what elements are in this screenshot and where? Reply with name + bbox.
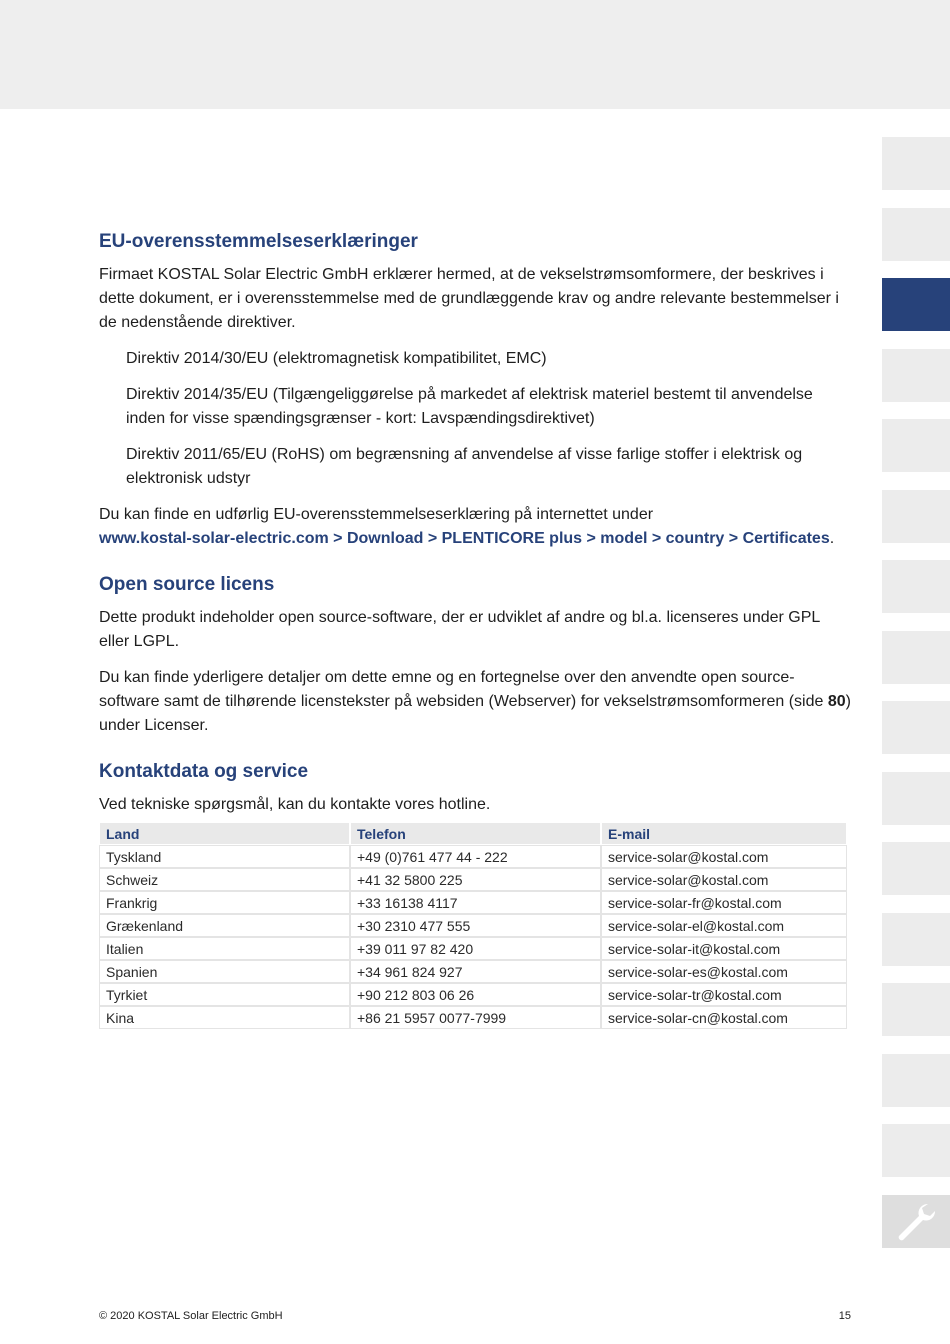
- certificates-link[interactable]: www.kostal-solar-electric.com > Download > PLENTICORE plus > model > country > Certificates: [99, 530, 830, 547]
- email-cell: service-solar-es@kostal.com: [602, 961, 846, 982]
- eu-declaration-heading: EU-overensstemmelseserklæringer: [99, 231, 418, 252]
- table-row: [100, 846, 846, 867]
- chapter-tab[interactable]: [882, 772, 950, 825]
- phone-cell: +34 961 824 927: [351, 961, 600, 982]
- contact-intro: Ved tekniske spørgsmål, kan du kontakte vores hotline.: [99, 796, 491, 813]
- chapter-tab[interactable]: [882, 208, 950, 261]
- table-row: [100, 961, 846, 982]
- eu-declaration-section: [99, 228, 851, 551]
- column-header-email: E-mail: [602, 823, 846, 844]
- phone-cell: +49 (0)761 477 44 - 222: [351, 846, 600, 867]
- table-row: [100, 892, 846, 913]
- phone-cell: +41 32 5800 225: [351, 869, 600, 890]
- eu-intro-text: Firmaet KOSTAL Solar Electric GmbH erklærer hermed, at de vekselstrømsomformere, der beskrives i dette dokument, er i overensstemmelse med de grundlæggende krav og andre relevante bestemmelser i de nedenstående direktiver.: [99, 266, 839, 331]
- eu-link-end: .: [829, 530, 835, 547]
- column-header-phone: Telefon: [351, 823, 600, 844]
- open-source-details: [99, 666, 851, 738]
- table-row: [100, 1007, 846, 1028]
- contact-section: [99, 758, 851, 1030]
- directive-item: Direktiv 2014/30/EU (elektromagnetisk kompatibilitet, EMC): [126, 350, 547, 367]
- table-row: [100, 938, 846, 959]
- chapter-tab[interactable]: [882, 419, 950, 472]
- email-cell: service-solar-tr@kostal.com: [602, 984, 846, 1005]
- page-reference: 80: [827, 693, 846, 710]
- email-cell: service-solar-el@kostal.com: [602, 915, 846, 936]
- directive-item: Direktiv 2011/65/EU (RoHS) om begrænsning af anvendelse af visse farlige stoffer i elektrisk og elektronisk udstyr: [126, 446, 803, 487]
- chapter-tab[interactable]: [882, 1054, 950, 1107]
- chapter-tab-service[interactable]: [882, 1195, 950, 1248]
- chapter-tab[interactable]: [882, 983, 950, 1036]
- contact-heading: Kontaktdata og service: [99, 761, 309, 782]
- chapter-tab[interactable]: [882, 701, 950, 754]
- table-row: [100, 915, 846, 936]
- header-band: [0, 0, 950, 109]
- email-cell: service-solar-cn@kostal.com: [602, 1007, 846, 1028]
- open-source-text: Dette produkt indeholder open source-software, der er udviklet af andre og bl.a. licenseres under GPL eller LGPL.: [99, 609, 820, 650]
- table-row: [100, 984, 846, 1005]
- wrench-icon: [894, 1200, 938, 1244]
- country-cell: Grækenland: [100, 915, 349, 936]
- chapter-tab[interactable]: [882, 560, 950, 613]
- country-cell: Italien: [100, 938, 349, 959]
- email-cell: service-solar@kostal.com: [602, 869, 846, 890]
- phone-cell: +33 16138 4117: [351, 892, 600, 913]
- open-source-section: [99, 571, 851, 738]
- eu-link-intro: Du kan finde en udførlig EU-overensstemmelseserklæring på internettet under: [99, 506, 654, 523]
- chapter-tab[interactable]: [882, 490, 950, 543]
- open-source-details-after: ) under Licenser.: [99, 693, 851, 734]
- country-cell: Schweiz: [100, 869, 349, 890]
- table-row: [100, 869, 846, 890]
- chapter-tab-active[interactable]: [882, 278, 950, 331]
- page-content: [99, 228, 851, 1030]
- directive-item: Direktiv 2014/35/EU (Tilgængeliggørelse på markedet af elektrisk materiel bestemt til anvendelse inden for visse spændingsgrænser - kort: Lavspændingsdirektivet): [126, 386, 813, 427]
- email-cell: service-solar@kostal.com: [602, 846, 846, 867]
- chapter-tab[interactable]: [882, 1124, 950, 1177]
- copyright-text: © 2020 KOSTAL Solar Electric GmbH: [99, 1310, 283, 1322]
- contact-table: [98, 821, 848, 1030]
- country-cell: Tyskland: [100, 846, 349, 867]
- column-header-country: Land: [100, 823, 349, 844]
- country-cell: Tyrkiet: [100, 984, 349, 1005]
- eu-link-paragraph: [99, 503, 851, 551]
- chapter-tab[interactable]: [882, 842, 950, 895]
- phone-cell: +39 011 97 82 420: [351, 938, 600, 959]
- table-header-row: [100, 823, 846, 844]
- page-number: 15: [838, 1310, 851, 1322]
- country-cell: Spanien: [100, 961, 349, 982]
- chapter-tab[interactable]: [882, 137, 950, 190]
- open-source-details-before: Du kan finde yderligere detaljer om dette emne og en fortegnelse over den anvendte open source-software samt de tilhørende licenstekster på websiden (Webserver) for vekselstrømsomformeren (side: [99, 669, 828, 710]
- phone-cell: +90 212 803 06 26: [351, 984, 600, 1005]
- phone-cell: +86 21 5957 0077-7999: [351, 1007, 600, 1028]
- phone-cell: +30 2310 477 555: [351, 915, 600, 936]
- chapter-tab[interactable]: [882, 349, 950, 402]
- chapter-tab[interactable]: [882, 913, 950, 966]
- country-cell: Frankrig: [100, 892, 349, 913]
- email-cell: service-solar-it@kostal.com: [602, 938, 846, 959]
- chapter-tabs: [882, 0, 950, 1344]
- email-cell: service-solar-fr@kostal.com: [602, 892, 846, 913]
- chapter-tab[interactable]: [882, 631, 950, 684]
- country-cell: Kina: [100, 1007, 349, 1028]
- open-source-heading: Open source licens: [99, 574, 275, 595]
